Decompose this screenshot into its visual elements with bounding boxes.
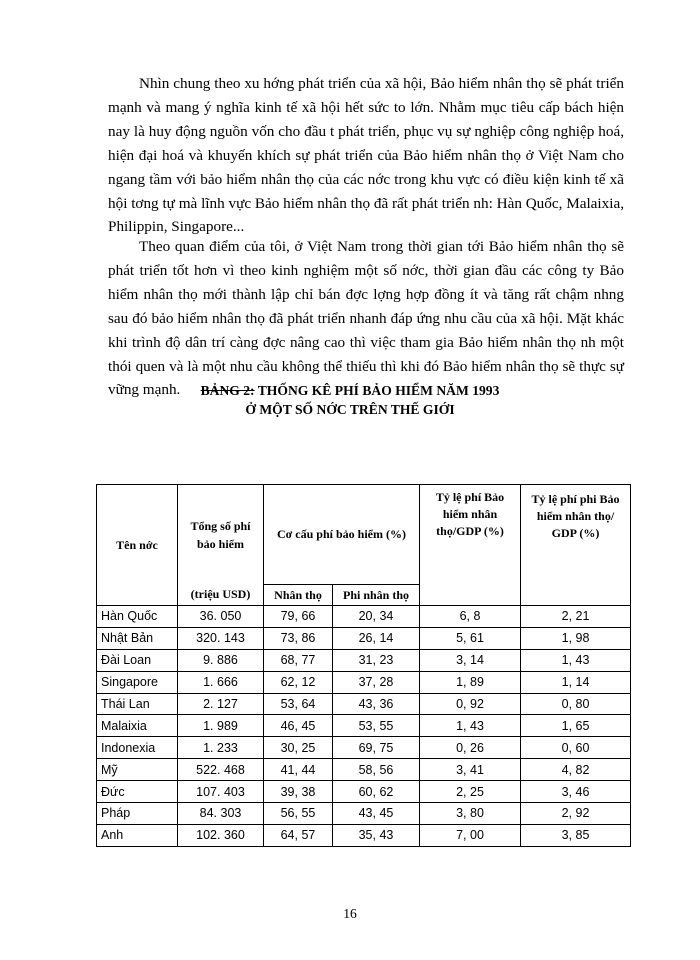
cell-country: Hàn Quốc <box>97 606 178 628</box>
table-row <box>97 627 631 649</box>
cell-life: 68, 77 <box>264 649 333 671</box>
cell-total: 320. 143 <box>178 627 264 649</box>
cell-country: Anh <box>97 824 178 846</box>
header-total-unit: (triệu USD) <box>178 585 264 606</box>
table-row <box>97 781 631 803</box>
cell-ratio-life: 3, 80 <box>420 803 521 825</box>
cell-life: 62, 12 <box>264 671 333 693</box>
cell-nonlife: 43, 36 <box>333 693 420 715</box>
cell-life: 79, 66 <box>264 606 333 628</box>
cell-nonlife: 43, 45 <box>333 803 420 825</box>
cell-ratio-all: 3, 85 <box>521 824 631 846</box>
table-title-line-2: Ở MỘT SỐ NỚC TRÊN THẾ GIỚI <box>245 402 455 417</box>
table-title-line-1: THỐNG KÊ PHÍ BẢO HIỂM NĂM 1993 <box>254 383 500 398</box>
header-total: Tổng số phí bảo hiểm <box>178 485 264 585</box>
cell-ratio-life: 3, 41 <box>420 759 521 781</box>
cell-ratio-all: 1, 98 <box>521 627 631 649</box>
table-row <box>97 606 631 628</box>
cell-nonlife: 69, 75 <box>333 737 420 759</box>
cell-total: 2. 127 <box>178 693 264 715</box>
cell-nonlife: 58, 56 <box>333 759 420 781</box>
cell-ratio-life: 0, 26 <box>420 737 521 759</box>
header-ratio-all-cont <box>521 585 631 606</box>
page-number: 16 <box>343 906 357 921</box>
cell-life: 64, 57 <box>264 824 333 846</box>
cell-ratio-all: 0, 60 <box>521 737 631 759</box>
cell-total: 1. 666 <box>178 671 264 693</box>
insurance-statistics-table <box>96 484 631 847</box>
cell-country: Đài Loan <box>97 649 178 671</box>
table-body <box>97 606 631 847</box>
cell-ratio-life: 1, 89 <box>420 671 521 693</box>
cell-ratio-life: 2, 25 <box>420 781 521 803</box>
cell-life: 39, 38 <box>264 781 333 803</box>
cell-ratio-all: 3, 46 <box>521 781 631 803</box>
header-ratio-all: Tỷ lệ phí phi Bảo hiểm nhân thọ/ GDP (%) <box>521 485 631 585</box>
cell-ratio-life: 7, 00 <box>420 824 521 846</box>
table-row <box>97 693 631 715</box>
cell-nonlife: 37, 28 <box>333 671 420 693</box>
cell-country: Đức <box>97 781 178 803</box>
header-ratio-life: Tỷ lệ phí Bảo hiểm nhân thọ/GDP (%) <box>420 485 521 585</box>
table-row <box>97 759 631 781</box>
cell-ratio-all: 1, 14 <box>521 671 631 693</box>
table-row <box>97 649 631 671</box>
cell-country: Thái Lan <box>97 693 178 715</box>
cell-life: 46, 45 <box>264 715 333 737</box>
cell-country: Nhật Bản <box>97 627 178 649</box>
cell-ratio-life: 6, 8 <box>420 606 521 628</box>
cell-ratio-all: 1, 43 <box>521 649 631 671</box>
table-row <box>97 671 631 693</box>
cell-total: 9. 886 <box>178 649 264 671</box>
cell-nonlife: 60, 62 <box>333 781 420 803</box>
header-ratio-life-cont <box>420 585 521 606</box>
table-row <box>97 715 631 737</box>
cell-total: 102. 360 <box>178 824 264 846</box>
header-structure: Cơ cấu phí bảo hiểm (%) <box>264 485 420 585</box>
cell-ratio-life: 5, 61 <box>420 627 521 649</box>
table-caption-line-1 <box>0 381 700 400</box>
cell-total: 1. 989 <box>178 715 264 737</box>
cell-ratio-all: 1, 65 <box>521 715 631 737</box>
cell-country: Pháp <box>97 803 178 825</box>
cell-ratio-life: 0, 92 <box>420 693 521 715</box>
header-nonlife: Phi nhân thọ <box>333 585 420 606</box>
cell-total: 1. 233 <box>178 737 264 759</box>
cell-total: 107. 403 <box>178 781 264 803</box>
table-row <box>97 737 631 759</box>
paragraph-2: Theo quan điểm của tôi, ở Việt Nam trong thời gian tới Bảo hiểm nhân thọ sẽ phát triển tốt hơn vì theo kinh nghiệm một số nớc, thời gian đầu các công ty Bảo hiểm nhân thọ mới thành lập chỉ bán đợc lợng hợp đồng ít và tăng rất chậm nhng sau đó bảo hiểm nhân thọ đã phát triển nhanh đáp ứng nhu cầu của xã hội. Mặt khác khi trình độ dân trí càng đợc nâng cao thì việc tham gia Bảo hiểm nhân thọ nh một thói quen và là một nhu cầu không thể thiếu thì khi đó Bảo hiểm nhân thọ sẽ thực sự vững mạnh. <box>108 238 624 399</box>
cell-country: Singapore <box>97 671 178 693</box>
cell-country: Mỹ <box>97 759 178 781</box>
table-label: BẢNG 2: <box>200 383 255 398</box>
cell-nonlife: 31, 23 <box>333 649 420 671</box>
cell-ratio-life: 3, 14 <box>420 649 521 671</box>
cell-ratio-all: 0, 80 <box>521 693 631 715</box>
table-row <box>97 803 631 825</box>
cell-nonlife: 20, 34 <box>333 606 420 628</box>
cell-nonlife: 53, 55 <box>333 715 420 737</box>
cell-total: 522. 468 <box>178 759 264 781</box>
cell-total: 36. 050 <box>178 606 264 628</box>
cell-country: Indonexia <box>97 737 178 759</box>
paragraph-1: Nhìn chung theo xu hớng phát triển của xã hội, Bảo hiểm nhân thọ sẽ phát triển mạnh và mang ý nghĩa kinh tế xã hội hết sức to lớn. Nhằm mục tiêu cấp bách hiện nay là huy động nguồn vốn cho đầu t phát triển, phục vụ sự nghiệp công nghiệp hoá, hiện đại hoá và khuyến khích sự phát triển của Bảo hiểm nhân thọ ở Việt Nam cho ngang tầm với bảo hiểm nhân thọ của các nớc trong khu vực có điều kiện kinh tế xã hội tơng tự mà lĩnh vực Bảo hiểm nhân thọ đã rất phát triển nh: Hàn Quốc, Malaixia, Philippin, Singapore... <box>108 75 624 236</box>
cell-ratio-life: 1, 43 <box>420 715 521 737</box>
header-country: Tên nớc <box>97 485 178 606</box>
cell-life: 53, 64 <box>264 693 333 715</box>
cell-nonlife: 26, 14 <box>333 627 420 649</box>
cell-country: Malaixia <box>97 715 178 737</box>
cell-life: 73, 86 <box>264 627 333 649</box>
cell-life: 30, 25 <box>264 737 333 759</box>
cell-nonlife: 35, 43 <box>333 824 420 846</box>
header-life: Nhân thọ <box>264 585 333 606</box>
cell-ratio-all: 4, 82 <box>521 759 631 781</box>
cell-ratio-all: 2, 92 <box>521 803 631 825</box>
cell-life: 56, 55 <box>264 803 333 825</box>
cell-total: 84. 303 <box>178 803 264 825</box>
table-row <box>97 824 631 846</box>
cell-life: 41, 44 <box>264 759 333 781</box>
cell-ratio-all: 2, 21 <box>521 606 631 628</box>
